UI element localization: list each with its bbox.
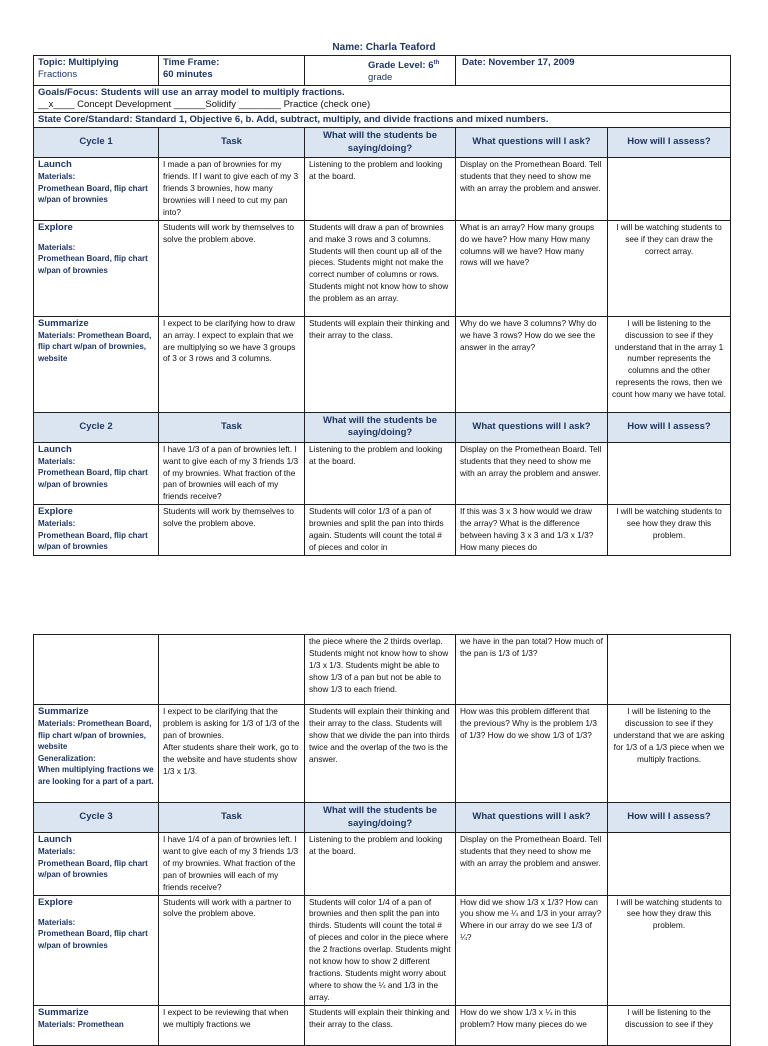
saying-text: Listening to the problem and looking at the board. <box>305 442 456 505</box>
phase-label: Launch <box>38 834 72 845</box>
task-text: I have 1/4 of a pan of brownies left. I want to give each of my 3 friends 1/3 of my brownies. What fraction of the pan of brownies will each of my friends receive? <box>159 833 305 896</box>
questions-text: Display on the Promethean Board. Tell students that they need to show me with an array the problem and answer. <box>456 158 608 221</box>
cycle-1-header-row <box>34 128 731 158</box>
phase-label: Summarize <box>38 317 89 329</box>
col-assess-header: How will I assess? <box>608 412 731 442</box>
assess-text: I will be watching students to see if they can draw the correct array. <box>608 220 731 316</box>
cycle-3-explore-row <box>34 895 731 1005</box>
date-cell <box>456 56 731 86</box>
questions-text: Display on the Promethean Board. Tell students that they need to show me with an array the problem and answer. <box>456 833 608 896</box>
cycle-2-header-row <box>34 412 731 442</box>
materials: Materials: Promethean Board, flip chart w/pan of brownies, website <box>38 719 152 751</box>
student-name: Name: Charla Teaford <box>332 42 436 53</box>
grade-level: Grade Level: 6 <box>368 60 434 72</box>
saying-text: Students will color 1/3 of a pan of brownies and split the pan into thirds again. Students will count the total # of pieces and color in <box>305 505 456 556</box>
time-frame-cell <box>159 56 305 86</box>
cycle-2-summarize-row <box>34 705 731 803</box>
topic-value: Fractions <box>38 69 78 80</box>
goals-cell <box>34 86 731 113</box>
lesson-type-line: __x____ Concept Development ______Solidify ________ Practice (check one) <box>38 99 371 111</box>
phase-label: Summarize <box>38 1006 89 1018</box>
phase-label: Launch <box>38 159 72 171</box>
materials: Materials: Promethean Board, flip chart w/pan of brownies <box>38 917 148 950</box>
cycle-2-explore-row <box>34 505 731 556</box>
materials: Materials: Promethean Board, flip chart w/pan of brownies <box>38 847 148 879</box>
questions-text: How did we show 1/3 x 1/3? How can you show me ¼ and 1/3 in your array? Where in our array do we see 1/3 of ¼? <box>456 895 608 1005</box>
materials: Materials: Promethean <box>38 1019 124 1029</box>
questions-text: Why do we have 3 columns? Why do we have 3 rows? How do we see the answer in the array? <box>456 316 608 412</box>
phase-label: Summarize <box>38 706 89 717</box>
materials: Materials: Promethean Board, flip chart w/pan of brownies <box>38 456 148 489</box>
time-frame-label: Time Frame: <box>163 57 220 68</box>
col-task-header: Task <box>159 412 305 442</box>
assess-text: I will be listening to the discussion to see if they <box>608 1005 731 1045</box>
assess-text: I will be watching students to see how they draw this problem. <box>608 505 731 556</box>
cycle-1-explore-row <box>34 220 731 316</box>
standard-cell <box>34 113 731 128</box>
goals-text: Goals/Focus: Students will use an array model to multiply fractions. <box>38 87 345 99</box>
assess-text: I will be listening to the discussion to see if they understand that in the array 1 number represents the columns and the other represents the rows, then we count how many we have total. <box>608 316 731 412</box>
task-text: I made a pan of brownies for my friends. If I want to give each of my 3 friends 3 brownies, how many brownies will I need to cut my pan into? <box>159 158 305 221</box>
date: Date: November 17, 2009 <box>462 57 575 68</box>
materials: Materials: Promethean Board, flip chart w/pan of brownies, website <box>38 330 152 363</box>
questions-text: What is an array? How many groups do we have? How many How many columns will we have? How many rows will we have? <box>456 220 608 316</box>
col-task-header: Task <box>159 803 305 833</box>
topic-cell <box>34 56 159 86</box>
questions-text: we have in the pan total? How much of the pan is 1/3 of 1/3? <box>456 635 608 705</box>
saying-text: Students will draw a pan of brownies and make 3 rows and 3 columns. Students will then count up all of the pieces. Students might not make the correct number of columns or rows. Students might not know how to show the problem as an array. <box>305 220 456 316</box>
saying-text: Listening to the problem and looking at the board. <box>305 158 456 221</box>
grade-level-suffix: grade <box>368 72 393 84</box>
materials: Materials: Promethean Board, flip chart w/pan of brownies <box>38 242 148 275</box>
generalization-label: Generalization: <box>38 753 96 763</box>
assess-text <box>608 158 731 221</box>
cycle-2-launch-row <box>34 442 731 505</box>
task-text: I expect to be clarifying how to draw an array. I expect to explain that we are multiplying so we have 3 groups of 3 or 3 rows and 3 columns. <box>159 316 305 412</box>
lesson-plan-table-page-2 <box>33 634 731 1046</box>
time-frame-value: 60 minutes <box>163 69 213 80</box>
phase-label: Explore <box>38 506 73 518</box>
grade-level-cell <box>305 56 456 86</box>
phase-label: Launch <box>38 443 72 455</box>
phase-label: Explore <box>38 896 73 908</box>
cycle-3-header-row <box>34 803 731 833</box>
page-1 <box>33 55 730 556</box>
standard-text: State Core/Standard: Standard 1, Objective 6, b. Add, subtract, multiply, and divide fractions and mixed numbers. <box>38 114 549 126</box>
questions-text: How do we show 1/3 x ¼ in this problem? How many pieces do we <box>456 1005 608 1045</box>
assess-text <box>608 833 731 896</box>
col-assess-header: How will I assess? <box>608 128 731 158</box>
cycle-1-title: Cycle 1 <box>34 128 159 158</box>
task-text: I expect to be reviewing that when we multiply fractions we <box>159 1005 305 1045</box>
lesson-plan-table-page-1 <box>33 55 731 556</box>
cycle-2-explore-continued-row <box>34 635 731 705</box>
col-saying-header: What will the students be saying/doing? <box>305 412 456 442</box>
task-text: Students will work by themselves to solve the problem above. <box>159 220 305 316</box>
assess-text: I will be listening to the discussion to see if they understand that we are asking for 1/3 of a 1/3 piece when we multiply fractions. <box>608 705 731 803</box>
assess-text <box>608 442 731 505</box>
questions-text: How was this problem different that the previous? Why is the problem 1/3 of 1/3? How do we show 1/3 of 1/3? <box>456 705 608 803</box>
cycle-1-launch-row <box>34 158 731 221</box>
cycle-1-summarize-row <box>34 316 731 412</box>
phase-label: Explore <box>38 221 73 233</box>
topic-label: Topic: Multiplying <box>38 57 119 68</box>
questions-text: Display on the Promethean Board. Tell students that they need to show me with an array the problem and answer. <box>456 442 608 505</box>
cycle-3-launch-row <box>34 833 731 896</box>
generalization-text: When multiplying fractions we are looking for a part of a part. <box>38 765 154 786</box>
saying-text: Students will explain their thinking and their array to the class. Students will show that we divide the pan into thirds twice and the overlap of the two is the answer. <box>305 705 456 803</box>
cycle-2-title: Cycle 2 <box>34 412 159 442</box>
col-assess-header: How will I assess? <box>608 803 731 833</box>
cycle-3-summarize-row <box>34 1005 731 1045</box>
materials: Materials: Promethean Board, flip chart w/pan of brownies <box>38 519 148 552</box>
cycle-3-title: Cycle 3 <box>34 803 159 833</box>
assess-text: I will be watching students to see how they draw this problem. <box>608 895 731 1005</box>
task-text: I expect to be clarifying that the problem is asking for 1/3 of 1/3 of the pan of brownies. After students share their work, go to the website and have students show 1/3 x 1/3. <box>159 705 305 803</box>
col-saying-header: What will the students be saying/doing? <box>305 128 456 158</box>
saying-text: Students will color 1/4 of a pan of brownies and then split the pan into thirds. Students will count the total # of pieces and color in the piece where the 2 fractions overlap. Students might not know how to show 2 different fractions. Students might worry about where to show the ¼ and 1/3 in the array. <box>305 895 456 1005</box>
col-questions-header: What questions will I ask? <box>456 412 608 442</box>
saying-text: the piece where the 2 thirds overlap. Students might not know how to show 1/3 x 1/3. Students might be able to show 1/3 of a pan but not be able to show 1/3 to each friend. <box>305 635 456 705</box>
grade-level-sup: th <box>433 60 440 66</box>
saying-text: Listening to the problem and looking at the board. <box>305 833 456 896</box>
saying-text: Students will explain their thinking and their array to the class. <box>305 1005 456 1045</box>
materials: Materials: Promethean Board, flip chart w/pan of brownies <box>38 172 148 205</box>
col-saying-header: What will the students be saying/doing? <box>305 803 456 833</box>
saying-text: Students will explain their thinking and their array to the class. <box>305 316 456 412</box>
page-2 <box>33 634 730 1046</box>
task-text: I have 1/3 of a pan of brownies left. I want to give each of my 3 friends 1/3 of my brownies. What fraction of the pan of brownies will each of my friends receive? <box>159 442 305 505</box>
task-text: Students will work by themselves to solve the problem above. <box>159 505 305 556</box>
col-task-header: Task <box>159 128 305 158</box>
col-questions-header: What questions will I ask? <box>456 128 608 158</box>
questions-text: If this was 3 x 3 how would we draw the array? What is the difference between having 3 x 3 and 1/3 x 1/3? How many pieces do <box>456 505 608 556</box>
task-text: Students will work with a partner to solve the problem above. <box>159 895 305 1005</box>
col-questions-header: What questions will I ask? <box>456 803 608 833</box>
